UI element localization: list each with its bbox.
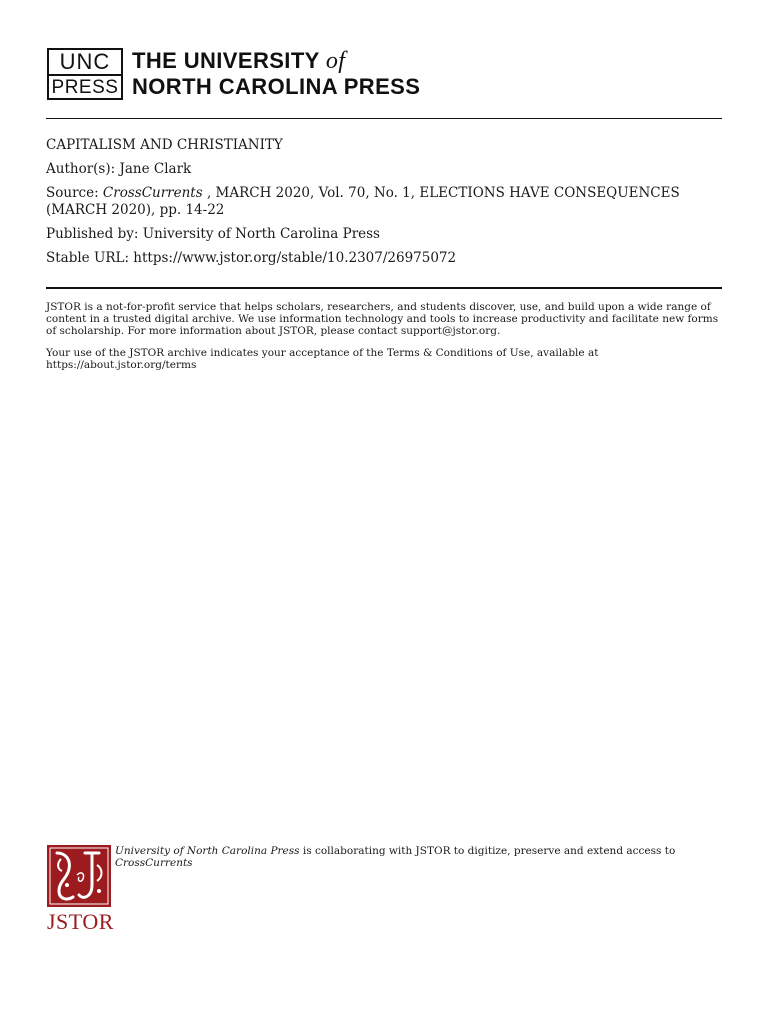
- middle-divider: [46, 287, 722, 289]
- logo-wordmark: [132, 48, 420, 100]
- article-source: [46, 185, 726, 219]
- collab-journal: CrossCurrents: [115, 857, 193, 869]
- article-title: CAPITALISM AND CHRISTIANITY: [46, 137, 283, 153]
- jstor-wordmark: JSTOR: [47, 909, 114, 934]
- notice-paragraph-2: Your use of the JSTOR archive indicates your acceptance of the Terms & Conditions of Use, available at https://about.jstor.org/terms: [46, 347, 599, 371]
- source-journal: CrossCurrents: [102, 185, 203, 201]
- logo-line-1-main: THE UNIVERSITY: [132, 48, 326, 73]
- article-stable-url[interactable]: Stable URL: https://www.jstor.org/stable/10.2307/26975072: [46, 250, 457, 266]
- jstor-seal-icon: [47, 845, 111, 907]
- collab-publisher: University of North Carolina Press: [115, 845, 300, 857]
- notice-paragraph-1: JSTOR is a not-for-profit service that helps scholars, researchers, and students discover, use, and build upon a wide range of content in a trusted digital archive. We use information technology and tools to increase productivity and facilitate new forms of scholarship. For more information about JSTOR, please contact support@jstor.org.: [46, 301, 719, 337]
- collaboration-statement: [115, 845, 715, 869]
- unc-press-logo: [47, 48, 420, 100]
- logo-unc-text: UNC: [49, 50, 121, 76]
- unc-press-box-logo: [47, 48, 123, 100]
- logo-press-text: PRESS: [51, 77, 119, 98]
- jstor-notice: [46, 301, 726, 381]
- logo-line-2: NORTH CAROLINA PRESS: [132, 74, 421, 99]
- source-details: , MARCH 2020, Vol. 70, No. 1, ELECTIONS HAVE CONSEQUENCES (MARCH 2020), pp. 14-22: [46, 185, 680, 218]
- article-metadata: [46, 137, 726, 274]
- source-label: Source:: [46, 185, 103, 201]
- article-publisher: Published by: University of North Carolina Press: [46, 226, 380, 242]
- collab-middle: is collaborating with JSTOR to digitize, preserve and extend access to: [299, 845, 676, 857]
- article-authors: Author(s): Jane Clark: [46, 161, 192, 177]
- logo-line-1: [132, 48, 420, 74]
- logo-line-1-of: of: [325, 48, 346, 74]
- top-divider: [46, 118, 722, 119]
